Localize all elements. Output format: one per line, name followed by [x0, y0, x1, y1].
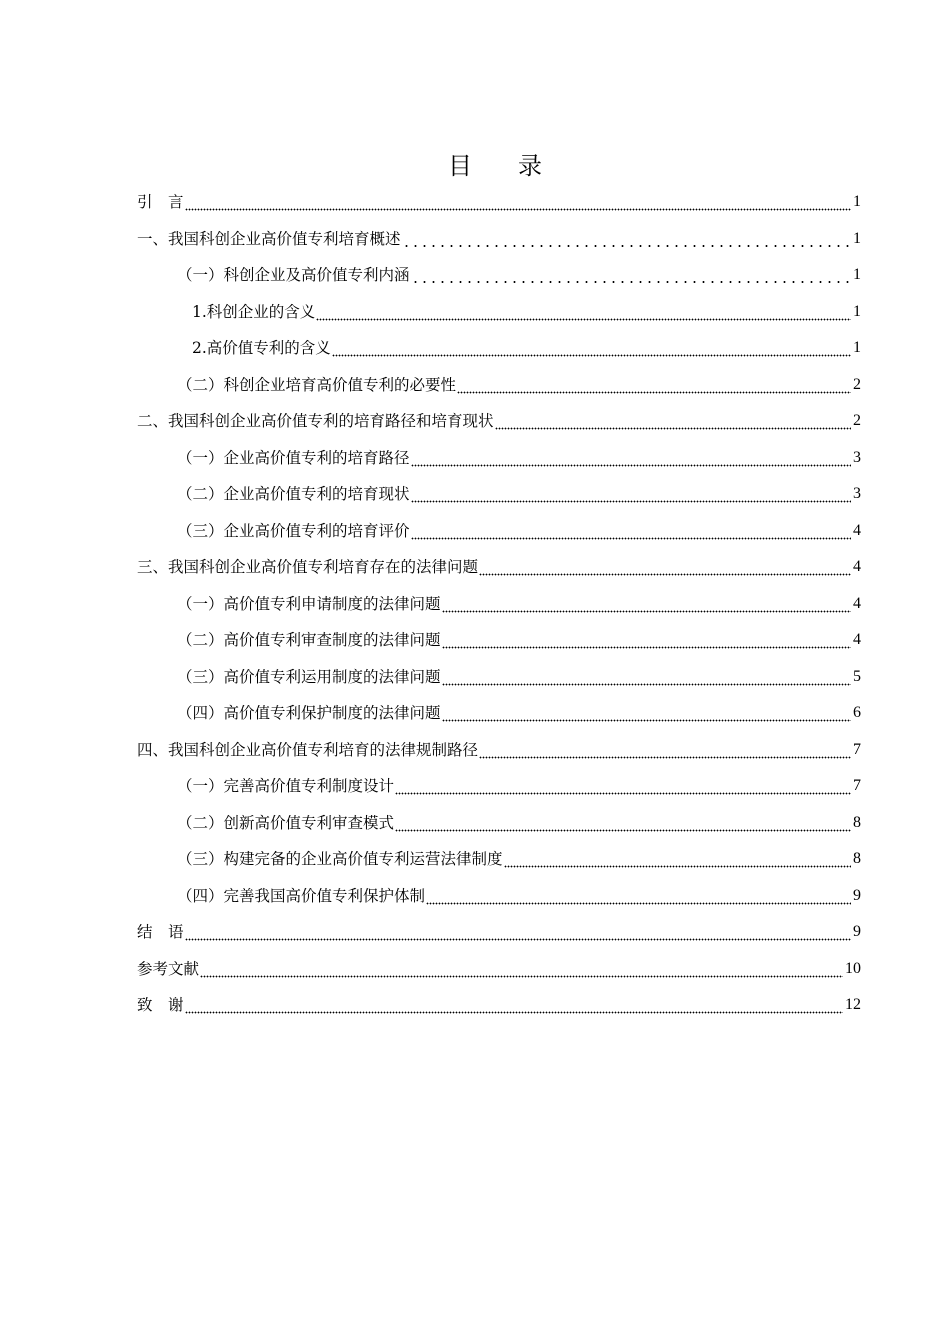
dot-leader — [402, 230, 851, 248]
toc-page-number: 6 — [853, 704, 861, 722]
toc-entry-section-2-3[interactable] — [137, 513, 861, 550]
toc-entry-chapter-2[interactable] — [137, 403, 861, 440]
toc-page-number: 4 — [853, 594, 861, 612]
toc-entry-references[interactable] — [137, 951, 861, 988]
toc-entry-text: 2.高价值专利的含义 — [192, 339, 331, 358]
toc-page-number: 1 — [853, 193, 861, 211]
toc-page-number: 3 — [853, 485, 861, 503]
toc-entry-section-4-3[interactable] — [137, 841, 861, 878]
toc-entry-text: （三）企业高价值专利的培育评价 — [177, 521, 410, 540]
toc-entry-text: 1.科创企业的含义 — [192, 302, 316, 321]
toc-page-number: 3 — [853, 448, 861, 466]
toc-page-number: 4 — [853, 558, 861, 576]
toc-entry-introduction[interactable] — [137, 184, 861, 221]
toc-entry-section-2-2[interactable] — [137, 476, 861, 513]
toc-entry-text: 参考文献 — [137, 959, 200, 978]
toc-entry-conclusion[interactable] — [137, 914, 861, 951]
toc-entry-text: （二）科创企业培育高价值专利的必要性 — [177, 375, 457, 394]
dot-leader — [185, 193, 851, 211]
toc-entry-acknowledgements[interactable] — [137, 987, 861, 1024]
dot-leader — [200, 960, 843, 978]
toc-page-number: 7 — [853, 740, 861, 758]
toc-page-number: 12 — [845, 996, 861, 1014]
dot-leader — [442, 631, 851, 649]
toc-entry-text: 致 谢 — [137, 996, 184, 1015]
toc-entry-text: （二）创新高价值专利审查模式 — [177, 813, 395, 832]
toc-entry-section-1-2[interactable] — [137, 367, 861, 404]
toc-entry-text: （四）高价值专利保护制度的法律问题 — [177, 704, 441, 723]
table-of-contents — [137, 184, 861, 1024]
toc-page-number: 4 — [853, 521, 861, 539]
toc-entry-text: 四、我国科创企业高价值专利培育的法律规制路径 — [137, 740, 479, 759]
toc-page-number: 8 — [853, 813, 861, 831]
toc-entry-section-3-1[interactable] — [137, 586, 861, 623]
toc-entry-text: 二、我国科创企业高价值专利的培育路径和培育现状 — [137, 412, 494, 431]
toc-entry-section-4-2[interactable] — [137, 805, 861, 842]
dot-leader — [411, 449, 851, 467]
dot-leader — [395, 814, 851, 832]
toc-page-number: 10 — [845, 959, 861, 977]
dot-leader — [185, 923, 851, 941]
dot-leader — [504, 850, 851, 868]
toc-entry-chapter-3[interactable] — [137, 549, 861, 586]
toc-entry-chapter-1[interactable] — [137, 221, 861, 258]
toc-entry-section-2-1[interactable] — [137, 440, 861, 477]
toc-page-number: 1 — [853, 339, 861, 357]
toc-page-number: 5 — [853, 667, 861, 685]
dot-leader — [479, 558, 851, 576]
toc-entry-section-1-1[interactable] — [137, 257, 861, 294]
toc-entry-section-3-3[interactable] — [137, 659, 861, 696]
toc-page-number: 7 — [853, 777, 861, 795]
toc-page-number: 4 — [853, 631, 861, 649]
toc-entry-text: （三）构建完备的企业高价值专利运营法律制度 — [177, 850, 503, 869]
toc-entry-text: 三、我国科创企业高价值专利培育存在的法律问题 — [137, 558, 479, 577]
toc-page-number: 2 — [853, 412, 861, 430]
toc-entry-text: 一、我国科创企业高价值专利培育概述 — [137, 229, 401, 248]
dot-leader — [316, 303, 851, 321]
title-char-1: 目 — [448, 152, 472, 180]
toc-page-number: 1 — [853, 302, 861, 320]
toc-entry-section-3-4[interactable] — [137, 695, 861, 732]
toc-page-number: 2 — [853, 375, 861, 393]
dot-leader — [442, 668, 851, 686]
dot-leader — [495, 412, 851, 430]
dot-leader — [442, 704, 851, 722]
toc-entry-text: （二）企业高价值专利的培育现状 — [177, 485, 410, 504]
dot-leader — [411, 522, 851, 540]
toc-entry-chapter-4[interactable] — [137, 732, 861, 769]
toc-entry-text: （一）高价值专利申请制度的法律问题 — [177, 594, 441, 613]
toc-entry-section-4-4[interactable] — [137, 878, 861, 915]
toc-page-number: 1 — [853, 229, 861, 247]
toc-entry-text: （一）完善高价值专利制度设计 — [177, 777, 395, 796]
dot-leader — [185, 996, 843, 1014]
toc-entry-text: 引 言 — [137, 193, 184, 212]
toc-page-number: 9 — [853, 923, 861, 941]
dot-leader — [411, 266, 851, 284]
toc-entry-text: （三）高价值专利运用制度的法律问题 — [177, 667, 441, 686]
toc-entry-section-4-1[interactable] — [137, 768, 861, 805]
toc-entry-text: （一）企业高价值专利的培育路径 — [177, 448, 410, 467]
toc-entry-text: （二）高价值专利审查制度的法律问题 — [177, 631, 441, 650]
toc-entry-text: 结 语 — [137, 923, 184, 942]
dot-leader — [411, 485, 851, 503]
toc-page-number: 9 — [853, 886, 861, 904]
toc-entry-subsection-1-1-2[interactable] — [137, 330, 861, 367]
dot-leader — [426, 887, 851, 905]
dot-leader — [395, 777, 851, 795]
toc-entry-text: （四）完善我国高价值专利保护体制 — [177, 886, 426, 905]
toc-page-number: 1 — [853, 266, 861, 284]
title-char-2: 录 — [518, 152, 542, 180]
dot-leader — [457, 376, 851, 394]
dot-leader — [479, 741, 851, 759]
toc-page-number: 8 — [853, 850, 861, 868]
toc-entry-section-3-2[interactable] — [137, 622, 861, 659]
toc-entry-text: （一）科创企业及高价值专利内涵 — [177, 266, 410, 285]
dot-leader — [332, 339, 851, 357]
toc-entry-subsection-1-1-1[interactable] — [137, 294, 861, 331]
page-title — [0, 146, 950, 181]
dot-leader — [442, 595, 851, 613]
